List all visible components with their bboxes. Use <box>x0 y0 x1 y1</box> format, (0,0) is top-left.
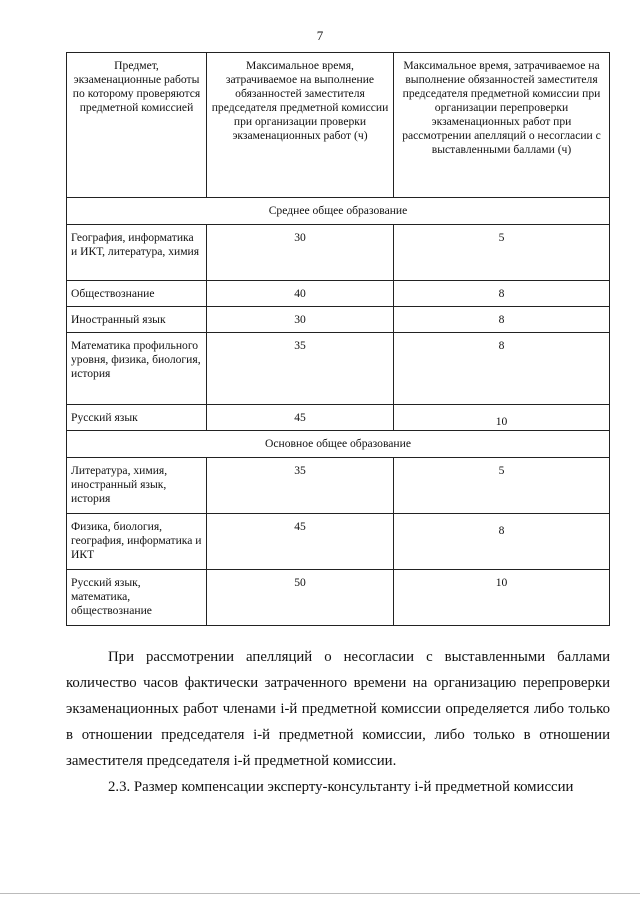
table-row <box>67 458 610 514</box>
table-header-row <box>67 53 610 198</box>
table-row <box>67 307 610 333</box>
check-hours-cell: 45 <box>207 405 394 431</box>
recheck-hours-cell: 8 <box>394 514 610 570</box>
appeal-paragraph: При рассмотрении апелляций о несогласии с выставленными баллами количество часов фактически затраченного времени на организацию перепроверки экзаменационных работ членами i-й предметной комиссии определяется либо только в отношении председателя i-й предметной комиссии, либо только в отношении заместителя председателя i-й предметной комиссии. <box>66 649 610 769</box>
recheck-hours-cell: 8 <box>394 307 610 333</box>
table-row <box>67 333 610 405</box>
section-2-3-paragraph: 2.3. Размер компенсации эксперту-консультанту i-й предметной комиссии <box>108 779 574 795</box>
page-bottom-line <box>0 893 640 894</box>
check-hours-cell: 35 <box>207 458 394 514</box>
subject-cell: Обществознание <box>67 281 207 307</box>
recheck-hours-cell: 5 <box>394 458 610 514</box>
table-row <box>67 514 610 570</box>
check-hours-cell: 35 <box>207 333 394 405</box>
subject-cell: Математика профильного уровня, физика, биология, история <box>67 333 207 405</box>
section-row <box>67 198 610 225</box>
recheck-hours-cell: 10 <box>394 570 610 626</box>
section-title-secondary: Среднее общее образование <box>67 198 610 225</box>
check-hours-cell: 40 <box>207 281 394 307</box>
page-number: 7 <box>316 28 324 43</box>
subject-cell: Русский язык, математика, обществознание <box>67 570 207 626</box>
table-row <box>67 570 610 626</box>
subject-cell: Литература, химия, иностранный язык, история <box>67 458 207 514</box>
recheck-hours-cell: 5 <box>394 225 610 281</box>
compensation-time-table <box>66 52 610 626</box>
subject-cell: География, информатика и ИКТ, литература, химия <box>67 225 207 281</box>
section-row <box>67 431 610 458</box>
header-recheck-time: Максимальное время, затрачиваемое на выполнение обязанностей заместителя председателя предметной комиссии при организации перепроверки экзаменационных работ при рассмотрении апелляций о несогласии с выставленными баллами (ч) <box>394 53 610 198</box>
check-hours-cell: 30 <box>207 307 394 333</box>
recheck-hours-cell: 8 <box>394 333 610 405</box>
header-check-time: Максимальное время, затрачиваемое на выполнение обязанностей заместителя председателя предметной комиссии при организации проверки экзаменационных работ (ч) <box>207 53 394 198</box>
section-title-basic: Основное общее образование <box>67 431 610 458</box>
recheck-hours-cell: 10 <box>394 405 610 431</box>
subject-cell: Иностранный язык <box>67 307 207 333</box>
table-row <box>67 281 610 307</box>
subject-cell: Русский язык <box>67 405 207 431</box>
subject-cell: Физика, биология, география, информатика и ИКТ <box>67 514 207 570</box>
recheck-hours-cell: 8 <box>394 281 610 307</box>
table-row <box>67 405 610 431</box>
check-hours-cell: 30 <box>207 225 394 281</box>
header-subject: Предмет, экзаменационные работы по которому проверяются предметной комиссией <box>67 53 207 198</box>
check-hours-cell: 50 <box>207 570 394 626</box>
table-row <box>67 225 610 281</box>
check-hours-cell: 45 <box>207 514 394 570</box>
